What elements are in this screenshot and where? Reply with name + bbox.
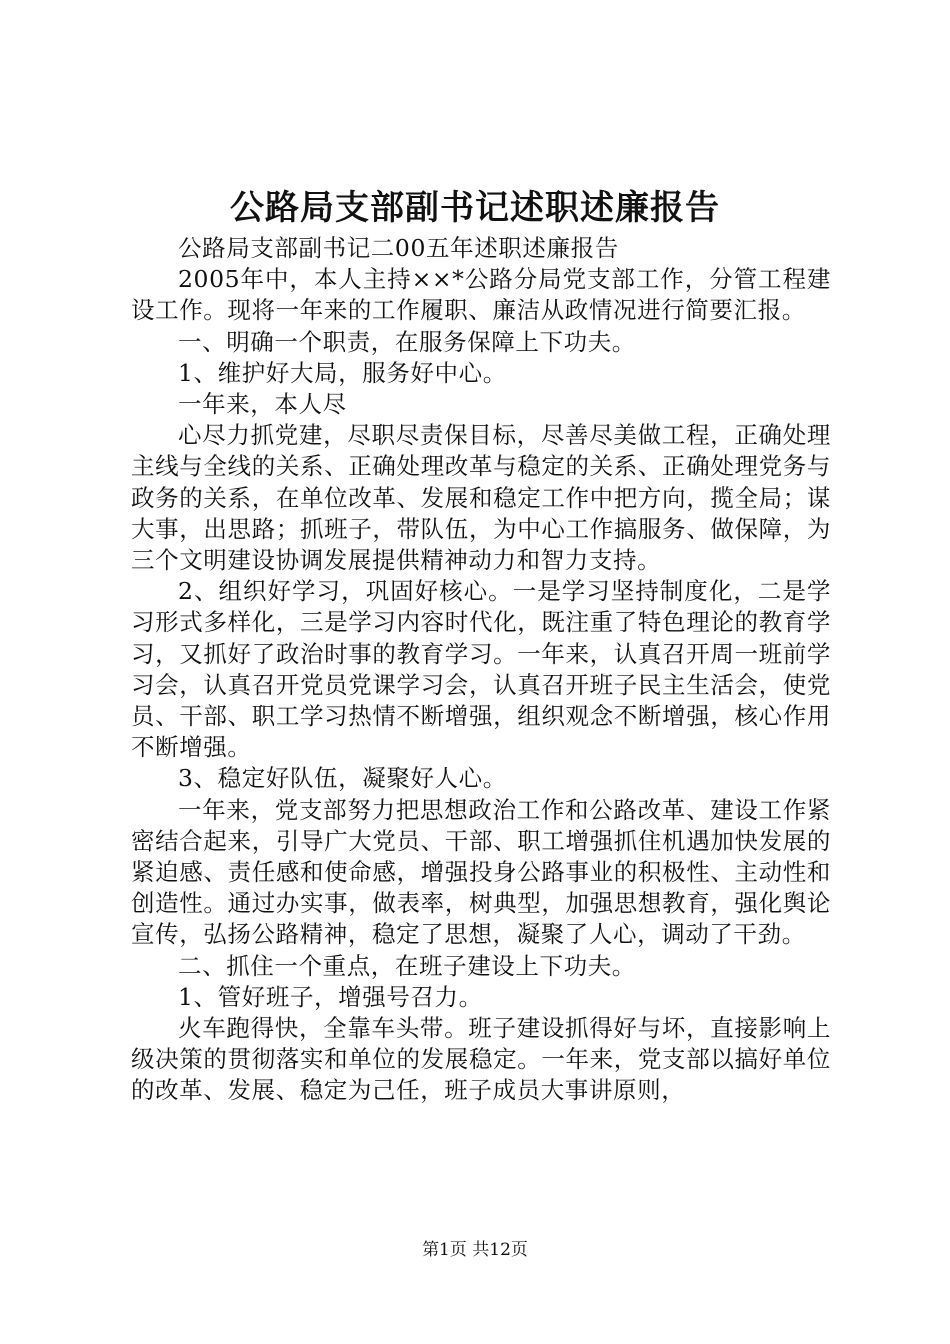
section-heading-1: 一、明确一个职责，在服务保障上下功夫。 xyxy=(178,327,636,356)
document-title: 公路局支部副书记述职述廉报告 xyxy=(230,188,720,228)
subheading-2-1: 1、管好班子，增强号召力。 xyxy=(178,982,483,1011)
page-footer: 第1页 共12页 xyxy=(422,1240,528,1260)
paragraph-fragment: 一年来，本人尽 xyxy=(178,390,347,419)
document-body xyxy=(131,233,831,1107)
subheading-1-3: 3、稳定好队伍，凝聚好人心。 xyxy=(178,764,507,793)
subheading-1-1: 1、维护好大局，服务好中心。 xyxy=(178,358,507,387)
paragraph-1-2: 2、组织好学习，巩固好核心。一是学习坚持制度化，二是学习形式多样化，三是学习内容时代化，既注重了特色理论的教育学习，又抓好了政治时事的教育学习。一年来，认真召开周一班前学习会，认真召开党员党课学习会，认真召开班子民主生活会，使党员、干部、职工学习热情不断增强，组织观念不断增强，核心作用不断增强。 xyxy=(131,577,831,762)
paragraph-2-1-body: 火车跑得快，全靠车头带。班子建设抓得好与坏，直接影响上级决策的贯彻落实和单位的发展稳定。一年来，党支部以搞好单位的改革、发展、稳定为己任，班子成员大事讲原则， xyxy=(131,1014,831,1105)
paragraph-1-1-body: 心尽力抓党建，尽职尽责保目标，尽善尽美做工程，正确处理主线与全线的关系、正确处理改革与稳定的关系、正确处理党务与政务的关系，在单位改革、发展和稳定工作中把方向，揽全局；谋大事，出思路；抓班子，带队伍，为中心工作搞服务、做保障，为三个文明建设协调发展提供精神动力和智力支持。 xyxy=(131,421,831,575)
paragraph-subtitle: 公路局支部副书记二00五年述职述廉报告 xyxy=(178,234,619,262)
paragraph-intro: 2005年中，本人主持××*公路分局党支部工作，分管工程建设工作。现将一年来的工作履职、廉洁从政情况进行简要汇报。 xyxy=(131,265,831,325)
paragraph-1-3-body: 一年来，党支部努力把思想政治工作和公路改革、建设工作紧密结合起来，引导广大党员、干部、职工增强抓住机遇加快发展的紧迫感、责任感和使命感，增强投身公路事业的积极性、主动性和创造性。通过办实事，做表率，树典型，加强思想教育，强化舆论宣传，弘扬公路精神，稳定了思想，凝聚了人心，调动了干劲。 xyxy=(131,795,831,949)
section-heading-2: 二、抓住一个重点，在班子建设上下功夫。 xyxy=(178,951,636,980)
